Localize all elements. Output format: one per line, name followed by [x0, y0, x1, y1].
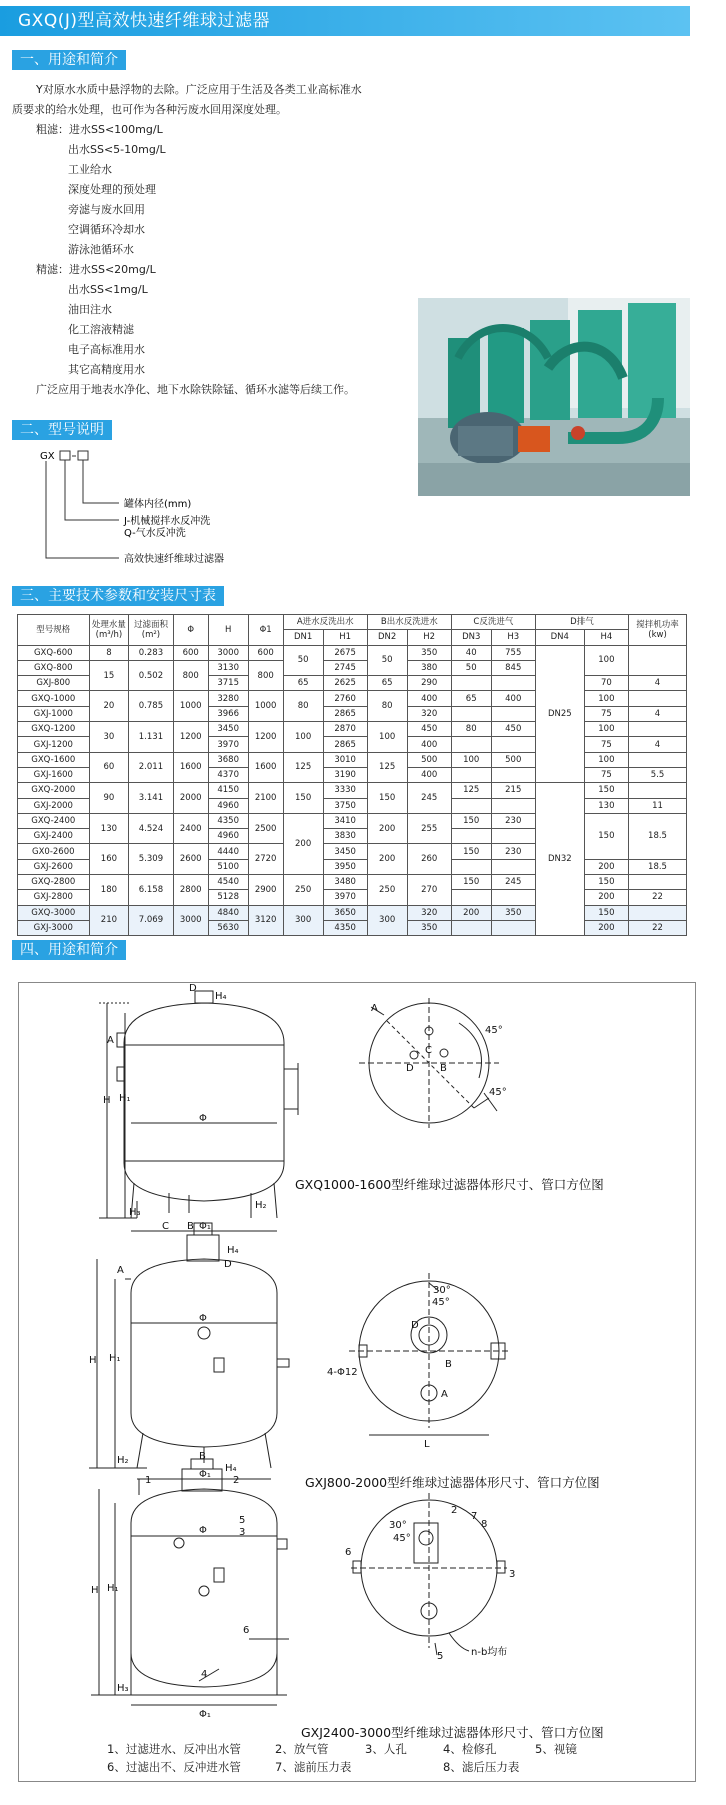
- p3-label-nb: n-b均布: [471, 1647, 508, 1658]
- p2-label-B: B: [445, 1359, 452, 1370]
- p3-label-8: 8: [481, 1519, 488, 1530]
- model-prefix: GX: [40, 451, 55, 462]
- coarse-label: 粗滤：: [36, 123, 69, 136]
- d2-label-phi: Φ: [199, 1313, 207, 1324]
- table-row: GX0-2600 160 5.309 2600 4440 2720 3450 200 260 150 230: [18, 844, 687, 859]
- th-model: 型号规格: [18, 615, 90, 646]
- d3-label-3: 3: [239, 1527, 246, 1538]
- model-label-q: Q-气水反冲洗: [124, 528, 186, 539]
- d2-label-H: H: [89, 1355, 97, 1366]
- caption-drawing-3: GXJ2400-3000型纤维球过滤器体形尺寸、管口方位图: [301, 1725, 604, 1740]
- section-heading-model: 二、型号说明: [12, 420, 112, 440]
- fine-item-3: 化工溶液精滤: [68, 323, 134, 336]
- d1-label-H: H: [103, 1095, 111, 1106]
- th-phi: Φ: [173, 615, 208, 646]
- drawings-panel: [18, 982, 696, 1782]
- table-row: GXJ-1600 4370 3190 400 75 5.5: [18, 767, 687, 782]
- p1-label-B: B: [440, 1063, 447, 1074]
- fine-item-4: 电子高标准用水: [68, 343, 145, 356]
- th-A: A进水反洗出水: [283, 615, 367, 630]
- table-row: GXQ-1000 20 0.785 1000 3280 1000 80 2760 80 400 65 400 100: [18, 691, 687, 706]
- p3-label-30: 30°: [389, 1520, 407, 1531]
- coarse-item-0: 粗滤：进水SS<100mg/L: [36, 123, 163, 136]
- p3-label-2: 2: [451, 1505, 458, 1516]
- d2-label-phi1: Φ₁: [199, 1469, 211, 1480]
- coarse-item-6: 游泳池循环水: [68, 243, 134, 256]
- coarse-item-2: 工业给水: [68, 163, 112, 176]
- d1-label-B: B: [187, 1221, 194, 1232]
- intro-line-1: Y对原水水质中悬浮物的去除。广泛应用于生活及各类工业高标准水: [36, 83, 362, 96]
- caption-drawing-1: GXQ1000-1600型纤维球过滤器体形尺寸、管口方位图: [295, 1177, 604, 1192]
- table-row: GXQ-1200 30 1.131 1200 3450 1200 100 2870 100 450 80 450 100: [18, 722, 687, 737]
- d1-label-phi: Φ: [199, 1113, 207, 1124]
- table-row: GXQ-2800 180 6.158 2800 4540 2900 250 3480 250 270 150 245 150: [18, 875, 687, 890]
- spec-table: 型号规格 处理水量(m³/h) 过滤面积(m²) Φ H Φ1 A进水反洗出水 B出水反洗进水 C反洗进气 D排气 搅拌机功率(kw) DN1 H1 DN2 H2 DN3 H3 DN4 H4 GXQ-600 8 0.283 600 3000 600 50 2675 50 350 40 755 DN25 100 GXQ-800 15 0.502 800 3130 800 2745 380 50 845 GXJ-800 3715 65 2625 65 290 70 4 GXQ-1000 20 0.785 1000 3280 1000 80 2760 80 400 65 400 100 GXJ-1000 3966 2865 320 75 4 GXQ-1200 30 1.131 1200 3450 1200 100 2870 100 450 80 450 100 GXJ-1200 3970 2865 400 75 4 GXQ-1600 60 2.011 1600 3680 1600 125 3010 125 500 100 500 100 GXJ-1600 4370 3190 400 75 5.5 GXQ-2000 90 3.141 2000 4150 2100 150 3330 150 245 125 215 DN32 150 GXJ-2000 4960 3750 130 11 GXQ-2400 130 4.524 2400 4350 2500 200 3410 200 255 150 230 150 18.5 GXJ-2400 4960 3830 GX0-2600 160 5.309 2600 4440 2720 3450 200 260 150 230 GXJ-2600 5100 3950 200 18.5 GXQ-2800 180 6.158 2800 4540 2900 250 3480 250 270 150 245 150 GXJ-2800 5128 3970 200 22 GXQ-3000 210 7.069 3000 4840 3120 300 3650 300 320 200 350 150 GXJ-3000 5630 4350 350 200 22: [17, 614, 687, 936]
- p2-label-45: 45°: [432, 1297, 450, 1308]
- th-flow: 处理水量(m³/h): [89, 615, 129, 646]
- model-label-filter: 高效快速纤维球过滤器: [124, 554, 224, 565]
- p3-label-7: 7: [471, 1511, 478, 1522]
- p3-label-5: 5: [437, 1651, 444, 1662]
- section-heading-spec: 三、主要技术参数和安装尺寸表: [12, 586, 224, 606]
- th-D: D排气: [535, 615, 628, 630]
- d3-label-5: 5: [239, 1515, 246, 1526]
- d3-label-H1: H₁: [107, 1583, 119, 1594]
- table-row: GXQ-600 8 0.283 600 3000 600 50 2675 50 350 40 755 DN25 100: [18, 645, 687, 660]
- table-row: GXJ-2000 4960 3750 130 11: [18, 798, 687, 813]
- d2-label-D: D: [224, 1259, 232, 1270]
- model-label-diameter: 罐体内径(mm): [124, 499, 192, 510]
- th-H: H: [208, 615, 248, 646]
- d3-label-6: 6: [243, 1625, 250, 1636]
- p3-label-6: 6: [345, 1547, 352, 1558]
- fine-item-2: 油田注水: [68, 303, 112, 316]
- vessel-drawing-2: [89, 1223, 289, 1479]
- d3-label-H4: H₄: [225, 1463, 237, 1474]
- p3-label-3: 3: [509, 1569, 516, 1580]
- p2-label-hole: 4-Φ12: [327, 1367, 358, 1378]
- coarse-item-3: 深度处理的预处理: [68, 183, 156, 196]
- table-row: GXJ-1200 3970 2865 400 75 4: [18, 737, 687, 752]
- d2-label-H4: H₄: [227, 1245, 239, 1256]
- coarse-item-4: 旁滤与废水回用: [68, 203, 145, 216]
- fine-item-5: 其它高精度用水: [68, 363, 145, 376]
- d3-label-phi1: Φ₁: [199, 1709, 211, 1720]
- d1-label-D: D: [189, 983, 197, 994]
- coarse-item-5: 空调循环冷却水: [68, 223, 145, 236]
- model-explanation: [34, 448, 334, 568]
- table-row: GXJ-1000 3966 2865 320 75 4: [18, 706, 687, 721]
- intro-text: [12, 80, 412, 400]
- d3-label-H3: H₃: [117, 1683, 129, 1694]
- d1-label-C: C: [162, 1221, 169, 1232]
- p2-label-30: 30°: [433, 1285, 451, 1296]
- plan-view-3: [351, 1493, 507, 1655]
- d2-label-H2: H₂: [117, 1455, 129, 1466]
- fine-label: 精滤：: [36, 263, 69, 276]
- legend-row-1: 1、过滤进水、反冲出水管 2、放气管 3、人孔 4、检修孔 5、视镜: [107, 1742, 577, 1756]
- fine-item-1: 出水SS<1mg/L: [68, 283, 148, 296]
- section-heading-drawings: 四、用途和简介: [12, 940, 126, 960]
- table-row: GXQ-3000 210 7.069 3000 4840 3120 300 3650 300 320 200 350 150: [18, 905, 687, 920]
- d3-label-1: 1: [145, 1475, 152, 1486]
- table-row: GXJ-2800 5128 3970 200 22: [18, 890, 687, 905]
- p1-label-D: D: [406, 1063, 414, 1074]
- d1-label-phi1: Φ₁: [199, 1221, 211, 1232]
- section-heading-usage: 一、用途和简介: [12, 50, 126, 70]
- d1-label-H1: H₁: [119, 1093, 131, 1104]
- table-row: GXJ-2600 5100 3950 200 18.5: [18, 859, 687, 874]
- p2-label-L: L: [424, 1439, 430, 1450]
- table-row: GXJ-3000 5630 4350 350 200 22: [18, 920, 687, 935]
- vessel-drawing-3: [91, 1459, 289, 1705]
- d1-label-H3: H₃: [129, 1207, 141, 1218]
- p2-label-A: A: [441, 1389, 448, 1400]
- p1-label-45b: 45°: [489, 1087, 507, 1098]
- d2-label-H1: H₁: [109, 1353, 121, 1364]
- th-power: 搅拌机功率(kw): [629, 615, 687, 646]
- th-phi1: Φ1: [248, 615, 283, 646]
- filter-installation-photo: [418, 298, 690, 496]
- th-B: B出水反洗进水: [367, 615, 451, 630]
- intro-line-2: 质要求的给水处理，也可作为各种污废水回用深度处理。: [12, 103, 287, 116]
- plan-view-1: [359, 998, 499, 1128]
- th-area: 过滤面积(m²): [129, 615, 173, 646]
- fine-item-0: 精滤：进水SS<20mg/L: [36, 263, 156, 276]
- intro-last: 广泛应用于地表水净化、地下水除铁除锰、循环水滤等后续工作。: [36, 383, 355, 396]
- plan-view-2: [349, 1273, 509, 1435]
- table-row: GXQ-2000 90 3.141 2000 4150 2100 150 3330 150 245 125 215 DN32 150: [18, 783, 687, 798]
- d3-label-H: H: [91, 1585, 99, 1596]
- p1-label-C: C: [425, 1045, 432, 1056]
- th-C: C反洗进气: [451, 615, 535, 630]
- d3-label-2: 2: [233, 1475, 240, 1486]
- d1-label-A: A: [107, 1035, 114, 1046]
- model-label-j: J-机械搅拌水反冲洗: [124, 516, 211, 527]
- d1-label-H2: H₂: [255, 1200, 267, 1211]
- p1-label-45a: 45°: [485, 1025, 503, 1036]
- legend-row-2: 6、过滤出不、反冲进水管 7、滤前压力表 8、滤后压力表: [107, 1760, 520, 1774]
- page-title: GXQ(J)型高效快速纤维球过滤器: [0, 6, 690, 36]
- d3-label-phi: Φ: [199, 1525, 207, 1536]
- vessel-drawing-1: [99, 991, 298, 1231]
- table-row: GXJ-2400 4960 3830: [18, 829, 687, 844]
- table-row: GXQ-1600 60 2.011 1600 3680 1600 125 3010 125 500 100 500 100: [18, 752, 687, 767]
- p3-label-45: 45°: [393, 1533, 411, 1544]
- d2-label-A: A: [117, 1265, 124, 1276]
- table-row: GXQ-800 15 0.502 800 3130 800 2745 380 50 845: [18, 660, 687, 675]
- p2-label-D: D: [411, 1320, 419, 1331]
- d1-label-H4: H₄: [215, 991, 227, 1002]
- caption-drawing-2: GXJ800-2000型纤维球过滤器体形尺寸、管口方位图: [305, 1475, 600, 1490]
- coarse-item-1: 出水SS<5-10mg/L: [68, 143, 166, 156]
- d2-label-B: B: [199, 1451, 206, 1462]
- table-row: GXQ-2400 130 4.524 2400 4350 2500 200 3410 200 255 150 230 150 18.5: [18, 813, 687, 828]
- table-row: GXJ-800 3715 65 2625 65 290 70 4: [18, 676, 687, 691]
- p1-label-A: A: [371, 1003, 378, 1014]
- d3-label-4: 4: [201, 1669, 208, 1680]
